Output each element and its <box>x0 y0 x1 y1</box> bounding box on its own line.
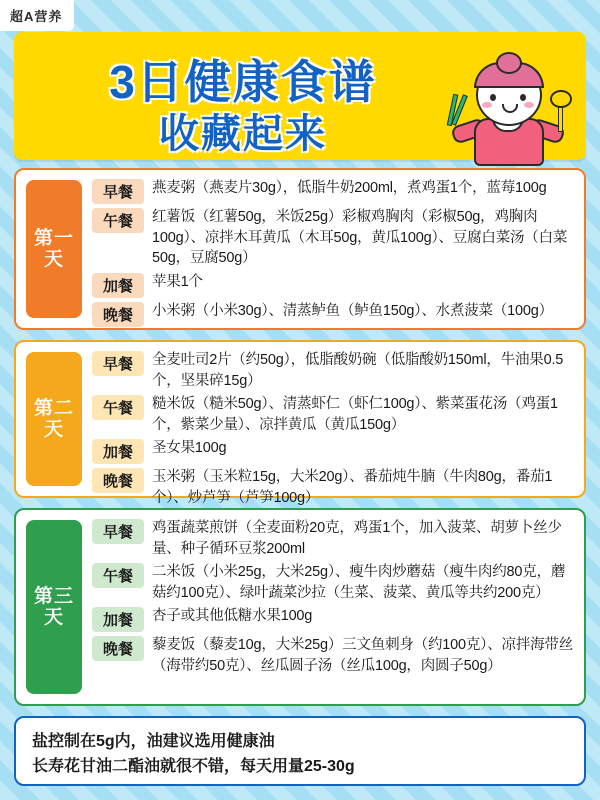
day-tab-1: 第一天 <box>26 180 82 318</box>
meal-text: 杏子或其他低糖水果100g <box>152 608 313 625</box>
meal-label: 早餐 <box>92 519 144 544</box>
meal-label: 午餐 <box>92 208 144 233</box>
meal-row <box>92 606 574 632</box>
page-subtitle: 收藏起来 <box>159 112 327 156</box>
meal-list-3 <box>92 518 574 696</box>
meal-label: 加餐 <box>92 607 144 632</box>
meal-row <box>92 394 574 435</box>
day-card-2 <box>14 340 586 506</box>
meal-row <box>92 518 574 559</box>
meal-text: 鸡蛋蔬菜煎饼（全麦面粉20克，鸡蛋1个，加入菠菜、胡萝卜丝少量、种子循环豆浆200ml <box>152 520 562 557</box>
meal-row <box>92 272 574 298</box>
day-tab-2: 第二天 <box>26 352 82 486</box>
meal-text: 藜麦饭（藜麦10g，大米25g）三文鱼刺身（约100克）、凉拌海带丝（海带约50克）、丝瓜圆子汤（丝瓜100g，肉圆子50g） <box>152 637 574 674</box>
day-card-3 <box>14 508 586 706</box>
meal-row <box>92 635 574 676</box>
meal-row <box>92 562 574 603</box>
meal-text: 二米饭（小米25g，大米25g）、瘦牛肉炒蘑菇（瘦牛肉约80克，蘑菇约100克）、绿叶蔬菜沙拉（生菜、菠菜、黄瓜等共约200克） <box>152 564 566 601</box>
meal-text: 糙米饭（糙米50g）、清蒸虾仁（虾仁100g）、紫菜蛋花汤（鸡蛋1个，紫菜少量）、凉拌黄瓜（黄瓜150g） <box>152 396 558 433</box>
meal-label: 加餐 <box>92 439 144 464</box>
meal-row <box>92 467 574 508</box>
meal-label: 午餐 <box>92 395 144 420</box>
header-card <box>14 32 586 160</box>
page-title: 3日健康食谱 <box>109 56 377 108</box>
meal-row <box>92 178 574 204</box>
meal-row <box>92 438 574 464</box>
meal-text: 小米粥（小米30g）、清蒸鲈鱼（鲈鱼150g）、水煮菠菜（100g） <box>152 302 553 319</box>
meal-label: 早餐 <box>92 179 144 204</box>
footer-line-1: 盐控制在5g内，油建议选用健康油 <box>32 733 275 750</box>
meal-text: 圣女果100g <box>152 440 227 457</box>
meal-label: 早餐 <box>92 351 144 376</box>
meal-row <box>92 207 574 269</box>
meal-row <box>92 301 574 327</box>
meal-label: 晚餐 <box>92 468 144 493</box>
day-card-1 <box>14 168 586 330</box>
meal-list-1 <box>92 178 574 324</box>
meal-label: 午餐 <box>92 563 144 588</box>
meal-text: 红薯饭（红薯50g，米饭25g）彩椒鸡胸肉（彩椒50g，鸡胸肉100g）、凉拌木耳黄瓜（木耳50g，黄瓜100g）、豆腐白菜汤（白菜50g，豆腐50g） <box>152 209 568 267</box>
meal-label: 晚餐 <box>92 636 144 661</box>
day-tab-3: 第三天 <box>26 520 82 694</box>
chef-girl-icon <box>444 50 572 162</box>
meal-text: 玉米粥（玉米粒15g，大米20g）、番茄炖牛腩（牛肉80g，番茄1个）、炒芦笋（芦笋100g） <box>152 469 553 506</box>
meal-list-2 <box>92 350 574 506</box>
footer-note <box>14 716 586 786</box>
brand-badge: 超A营养 <box>0 0 74 31</box>
meal-text: 燕麦粥（燕麦片30g），低脂牛奶200ml，煮鸡蛋1个，蓝莓100g <box>152 180 547 196</box>
meal-text: 苹果1个 <box>152 273 203 290</box>
meal-text: 全麦吐司2片（约50g），低脂酸奶碗（低脂酸奶150ml，牛油果0.5个，坚果碎15g） <box>152 352 564 389</box>
meal-row <box>92 350 574 391</box>
meal-label: 晚餐 <box>92 302 144 327</box>
footer-line-2: 长寿花甘油二酯油就很不错，每天用量25-30g <box>32 757 355 775</box>
meal-label: 加餐 <box>92 273 144 298</box>
